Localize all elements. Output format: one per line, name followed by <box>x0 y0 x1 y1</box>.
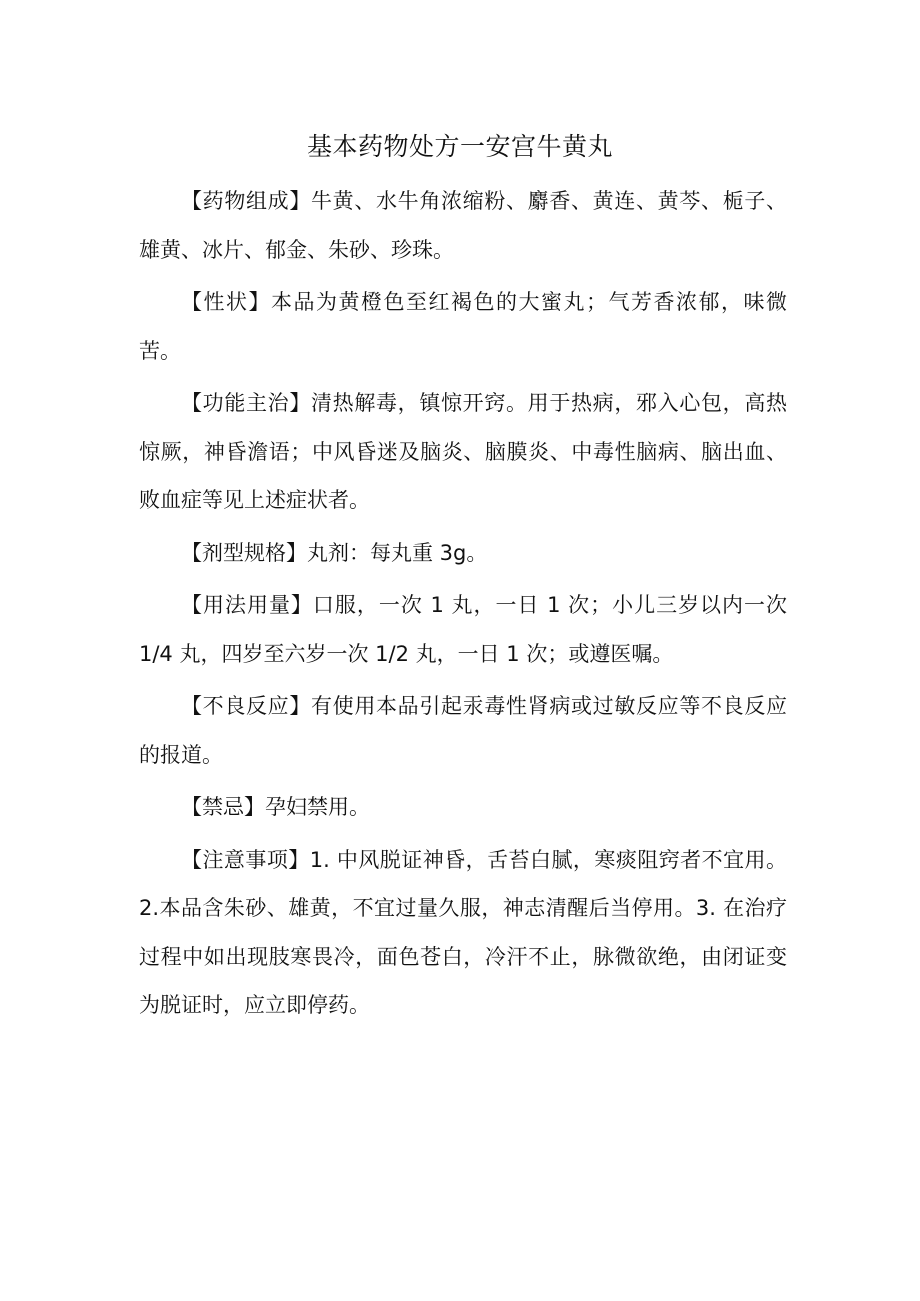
section-label: 【注意事项】 <box>181 847 310 872</box>
section-label: 【用法用量】 <box>181 593 313 617</box>
section-text: 牛黄、水牛角浓缩粉、麝香、黄连、黄芩、栀子、雄黄、冰片、郁金、朱砂、珍珠。 <box>139 189 787 262</box>
section-text: 口服，一次 1 丸，一日 1 次；小儿三岁以内一次 1/4 丸，四岁至六岁一次 1/2 丸，一日 1 次；或遵医嘱。 <box>139 593 788 666</box>
section-label: 【药物组成】 <box>181 189 311 213</box>
document-title: 基本药物处方一安宫牛黄丸 <box>306 132 613 161</box>
section-text: 清热解毒，镇惊开窍。用于热病，邪入心包，高热惊厥，神昏澹语；中风昏迷及脑炎、脑膜炎、中毒性脑病、脑出血、败血症等见上述症状者。 <box>139 391 787 512</box>
section-text: 本品为黄橙色至红褐色的大蜜丸；气芳香浓郁，味微苦。 <box>139 290 787 363</box>
section-usage <box>139 581 787 678</box>
section-indications <box>139 379 787 525</box>
section-label: 【功能主治】 <box>181 391 311 415</box>
section-precautions <box>139 836 787 1030</box>
section-label: 【性状】 <box>181 290 271 314</box>
section-dosage-form <box>139 529 787 578</box>
section-label: 【剂型规格】 <box>181 540 307 565</box>
section-text: 1. 中风脱证神昏，舌苔白腻，寒痰阻窍者不宜用。2.本品含朱砂、雄黄，不宜过量久服，神志清醒后当停用。3. 在治疗过程中如出现肢寒畏冷，面色苍白，冷汗不止，脉微欲绝，由闭证变为脱证时，应立即停药。 <box>139 847 787 1017</box>
section-contraindications <box>139 783 787 832</box>
section-composition <box>139 177 787 274</box>
section-description <box>139 278 787 375</box>
section-adverse-reactions <box>139 682 787 779</box>
section-label: 【不良反应】 <box>181 694 311 718</box>
section-text: 丸剂：每丸重 3g。 <box>307 540 488 565</box>
section-label: 【禁忌】 <box>181 795 265 819</box>
document-body <box>139 177 787 1034</box>
section-text: 有使用本品引起汞毒性肾病或过敏反应等不良反应的报道。 <box>139 694 787 767</box>
section-text: 孕妇禁用。 <box>265 795 370 819</box>
